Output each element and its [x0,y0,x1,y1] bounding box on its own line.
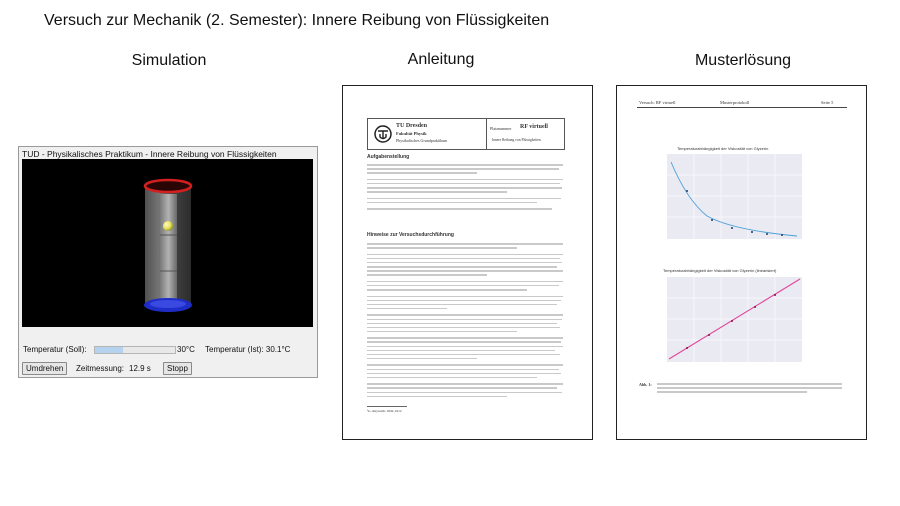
doc-header-left: Versuch: RF virtuell [639,100,676,105]
section-heading-hints: Hinweise zur Versuchsdurchführung [367,232,454,238]
task-list [367,162,567,210]
top-ring-red [145,180,191,192]
figure-caption-label: Abb. 1: [639,382,652,387]
temp-set-label: Temperatur (Soll): [23,345,87,354]
temp-actual-label: Temperatur (Ist): 30.1°C [205,345,291,354]
experiment-subtitle: Innere Reibung von Flüssigkeiten [492,138,541,142]
simulation-window [18,146,318,378]
document-header-box [367,118,565,150]
experiment-code: RF virtuell [520,124,548,130]
solution-heading: Musterlösung [694,52,792,69]
solution-document[interactable] [616,85,867,440]
viscometer-tube-graphic [22,159,313,327]
section-heading-tasks: Aufgabenstellung [367,154,410,160]
plot1-title: Temperaturabhängigkeit der Viskosität von Glyzerin [677,146,769,151]
slide-title: Versuch zur Mechanik (2. Semester): Innere Reibung von Flüssigkeiten [44,12,550,29]
time-value: 12.9 s [129,364,151,373]
doc-header-center: Musterprotokoll [720,100,750,105]
footnote: ¹G. Reynolds 1842-1912 [367,409,402,413]
window-title: TUD - Physikalisches Praktikum - Innere Reibung von Flüssigkeiten [22,149,277,159]
simulation-canvas[interactable] [22,159,313,327]
temperature-slider[interactable] [94,346,176,354]
instructions-document[interactable] [342,85,593,440]
tud-logo-icon [374,125,392,143]
rotate-button[interactable]: Umdrehen [22,362,67,375]
falling-ball [163,221,173,231]
temp-set-value: 30°C [177,345,195,354]
plot2-title: Temperaturabhängigkeit der Viskosität von Glyzerin (linearisiert) [663,268,777,273]
viscosity-curve-plot [657,150,807,250]
slider-fill [95,347,123,353]
time-label: Zeitmessung: [76,364,125,373]
linearized-plot [657,273,807,373]
figure-caption-text [657,383,842,393]
seat-number-label: Platznummer [490,126,512,131]
hints-text [367,241,567,397]
logo-line3: Physikalisches Grundpraktikum [396,138,448,143]
logo-line2: Fakultät Physik [396,131,427,136]
doc-header-right: Seite 5 [821,100,834,105]
instructions-heading: Anleitung [407,51,475,68]
simulation-heading: Simulation [131,52,207,69]
stop-button[interactable]: Stopp [163,362,192,375]
logo-line1: TU Dresden [396,123,428,129]
